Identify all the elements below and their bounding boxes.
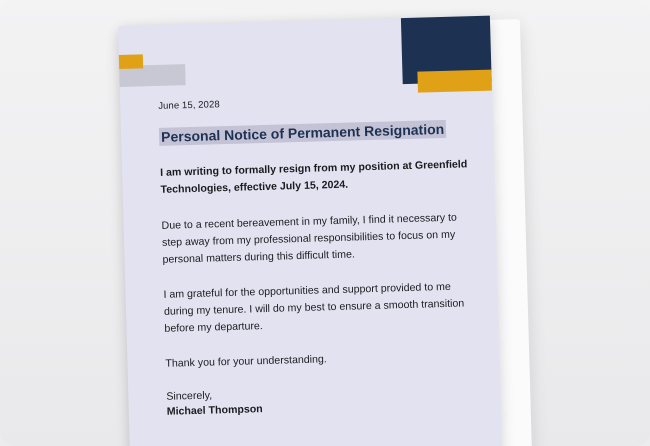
- gratitude-paragraph: I am grateful for the opportunities and support provided to me during my tenure. I will do my best to ensure a smooth transition before my departure.: [163, 280, 465, 335]
- letter-title: Personal Notice of Permanent Resignation: [159, 120, 447, 146]
- letter-page: [118, 16, 502, 446]
- reason-paragraph: Due to a recent bereavement in my family, I find it necessary to step away from my professional responsibilities to focus on my personal matters during this difficult time.: [161, 211, 458, 266]
- intro-paragraph: I am writing to formally resign from my position at Greenfield Technologies, effective July 15, 2024.: [159, 158, 468, 196]
- thanks-paragraph: Thank you for your understanding.: [165, 353, 327, 370]
- closing-salutation: Sincerely,: [166, 389, 213, 403]
- gold-accent-block-left: [119, 54, 143, 69]
- letter-date: June 15, 2028: [158, 99, 220, 112]
- signer-name: Michael Thompson: [166, 403, 263, 418]
- gold-accent-block-right: [417, 70, 492, 93]
